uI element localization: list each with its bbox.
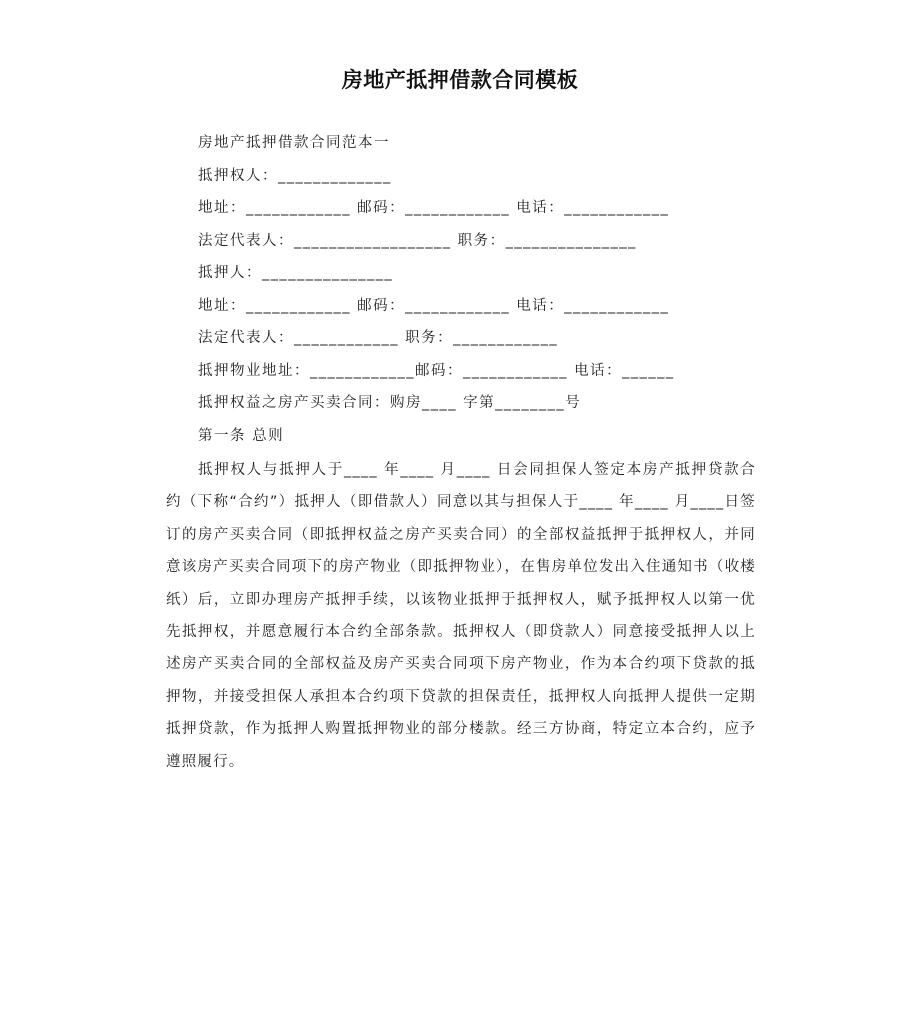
mortgagee-representative-line: 法定代表人：__________________ 职务：_______________ bbox=[198, 232, 637, 249]
mortgagee-address-line: 地址：____________ 邮码：____________ 电话：____________ bbox=[198, 200, 670, 216]
header-fields bbox=[198, 131, 758, 456]
mortgagee-line: 抵押权人：_____________ bbox=[198, 167, 392, 184]
mortgagor-line: 抵押人：_______________ bbox=[198, 265, 394, 281]
article-heading: 第一条 总则 bbox=[198, 427, 285, 444]
mortgagor-representative-line: 法定代表人：____________ 职务：____________ bbox=[198, 330, 559, 346]
document-title: 房地产抵押借款合同模板 bbox=[341, 68, 579, 92]
article-one-body: 抵押权人与抵押人于____ 年____ 月____ 日会同担保人签定本房产抵押贷款合约（下称“合约”）抵押人（即借款人）同意以其与担保人于____ 年____ 月____日签订的房产买卖合同（即抵押权益之房产买卖合同）的全部权益抵押于抵押权人，并同意该房产买卖合同项下的房产物业（即抵押物业），在售房单位发出入住通知书（收楼纸）后，立即办理房产抵押手续，以该物业抵押于抵押权人，赋予抵押权人以第一优先抵押权，并愿意履行本合约全部条款。抵押权人（即贷款人）同意接受抵押人以上述房产买卖合同的全部权益及房产买卖合同项下房产物业，作为本合约项下贷款的抵押物，并接受担保人承担本合约项下贷款的担保责任，抵押权人向抵押人提供一定期抵押贷款，作为抵押人购置抵押物业的部分楼款。经三方协商，特定立本合约，应予遵照履行。 bbox=[166, 462, 756, 770]
sales-contract-line: 抵押权益之房产买卖合同：购房____ 字第________号 bbox=[198, 395, 582, 411]
mortgagor-address-line: 地址：____________ 邮码：____________ 电话：____________ bbox=[198, 297, 670, 314]
contract-subtitle: 房地产抵押借款合同范本一 bbox=[198, 135, 390, 151]
property-address-line: 抵押物业地址：____________邮码：____________ 电话：______ bbox=[198, 362, 675, 379]
